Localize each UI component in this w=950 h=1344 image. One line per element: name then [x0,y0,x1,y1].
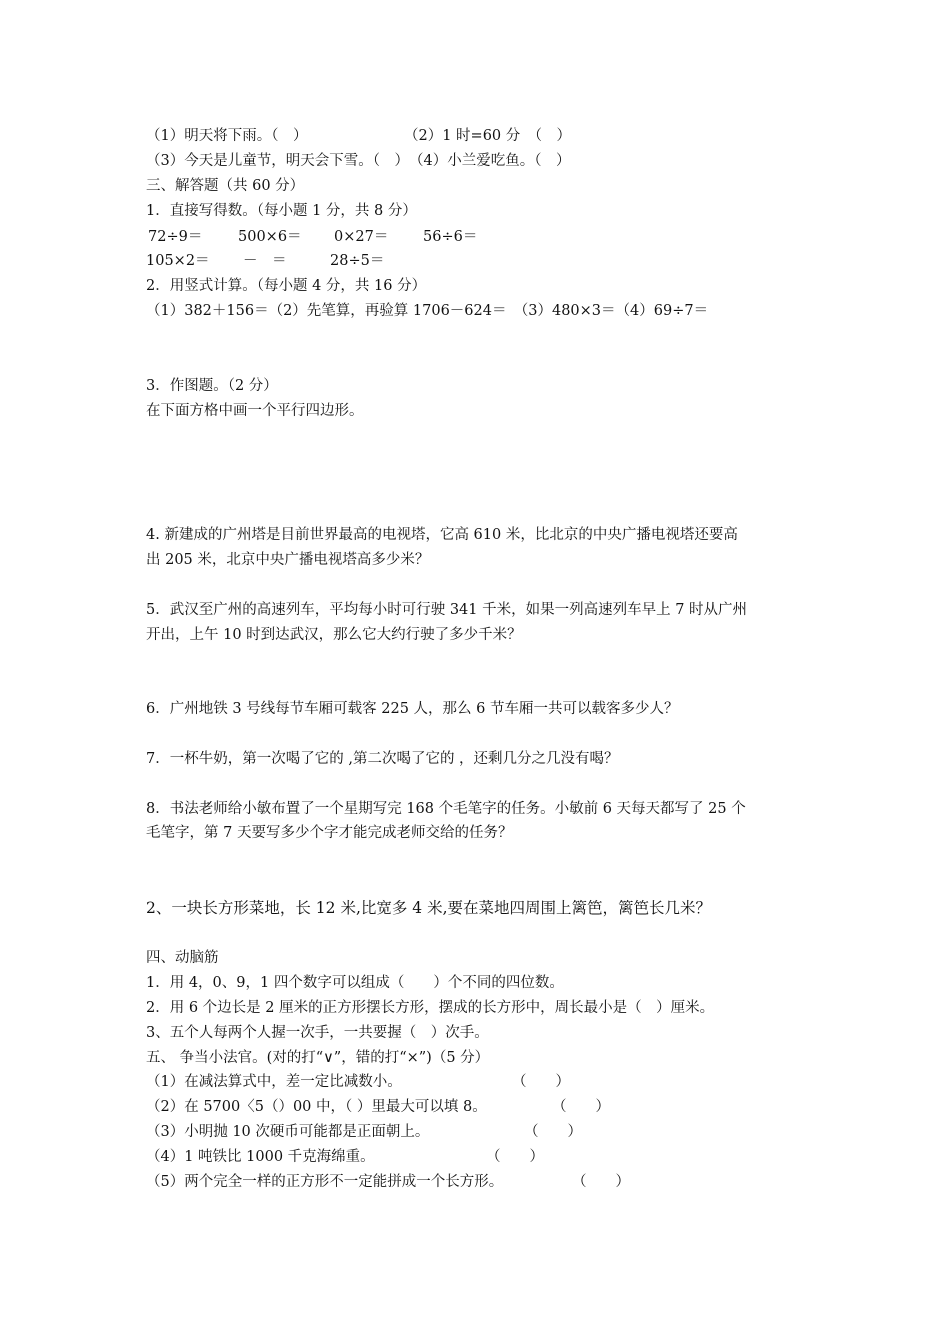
s5-item-bracket: （ ） [512,1074,570,1090]
s4-q1: 1．用 4，0、9，1 四个数字可以组成（ ）个不同的四位数。 [146,975,564,991]
q5-line1: 5．武汉至广州的高速列车，平均每小时可行驶 341 千米，如果一列高速列车早上 7 时从广州 [146,602,748,618]
q8-line2: 毛笔字，第 7 天要写多少个字才能完成老师交给的任务？ [146,825,513,841]
calc-item: 500×6＝ [238,229,302,245]
section4-heading: 四、动脑筋 [146,950,219,966]
s5-item-bracket: （ ） [524,1124,582,1140]
q7: 7．一杯牛奶，第一次喝了它的 ,第二次喝了它的 ，还剩几分之几没有喝？ [146,751,619,767]
s5-item-text: （4）1 吨铁比 1000 千克海绵重。 [146,1149,375,1165]
q2-title: 2．用竖式计算。（每小题 4 分，共 16 分） [146,278,427,294]
s4-q2: 2．用 6 个边长是 2 厘米的正方形摆长方形，摆成的长方形中，周长最小是（ ）厘米。 [146,1000,715,1016]
s4-q3: 3、五个人每两个人握一次手，一共要握（ ）次手。 [146,1025,489,1041]
judge-item-2: （2）1 时=60 分 （ ） [404,128,572,144]
s5-item-text: （1）在减法算式中，差一定比减数小。 [146,1074,402,1090]
q2-items: （1）382＋156＝（2）先笔算，再验算 1706－624＝ （3）480×3＝（4）69÷7＝ [146,303,709,319]
section5-heading: 五、 争当小法官。(对的打“∨”，错的打“×”)（5 分） [146,1050,490,1066]
calc-item: 28÷5＝ [330,253,385,269]
s5-item-bracket: （ ） [572,1174,630,1190]
s5-item-text: （3）小明抛 10 次硬币可能都是正面朝上。 [146,1124,430,1140]
s5-item-bracket: （ ） [552,1099,610,1115]
q1-title: 1．直接写得数。（每小题 1 分，共 8 分） [146,203,417,219]
s5-item-text: （2）在 5700〈5（）00 中，（ ）里最大可以填 8。 [146,1099,487,1115]
q5-line2: 开出，上午 10 时到达武汉，那么它大约行驶了多少千米？ [146,627,522,643]
q6: 6．广州地铁 3 号线每节车厢可载客 225 人，那么 6 节车厢一共可以载客多少人？ [146,701,679,717]
calc-item: － ＝ [243,253,287,269]
q4-line1: 4. 新建成的广州塔是目前世界最高的电视塔，它高 610 米，比北京的中央广播电视塔还要高 [146,527,738,543]
q8-line1: 8．书法老师给小敏布置了一个星期写完 168 个毛笔字的任务。小敏前 6 天每天都写了 25 个 [146,801,746,817]
q3-title: 3．作图题。（2 分） [146,378,278,394]
judge-items-3-4: （3）今天是儿童节，明天会下雪。（ ） （4）小兰爱吃鱼。（ ） [146,153,571,169]
calc-item: 105×2＝ [146,253,210,269]
q4-line2: 出 205 米，北京中央广播电视塔高多少米？ [146,552,430,568]
s5-item-text: （5）两个完全一样的正方形不一定能拼成一个长方形。 [146,1174,504,1190]
q-extra: 2、一块长方形菜地，长 12 米,比宽多 4 米,要在菜地四周围上篱笆，篱笆长几米？ [146,899,712,917]
judge-item-1: （1）明天将下雨。（ ） [146,128,308,144]
s5-item-bracket: （ ） [486,1149,544,1165]
q3-text: 在下面方格中画一个平行四边形。 [146,403,364,419]
section3-heading: 三、解答题（共 60 分） [146,178,305,194]
calc-item: 72÷9＝ [148,229,203,245]
calc-item: 56÷6＝ [423,229,478,245]
calc-item: 0×27＝ [334,229,389,245]
